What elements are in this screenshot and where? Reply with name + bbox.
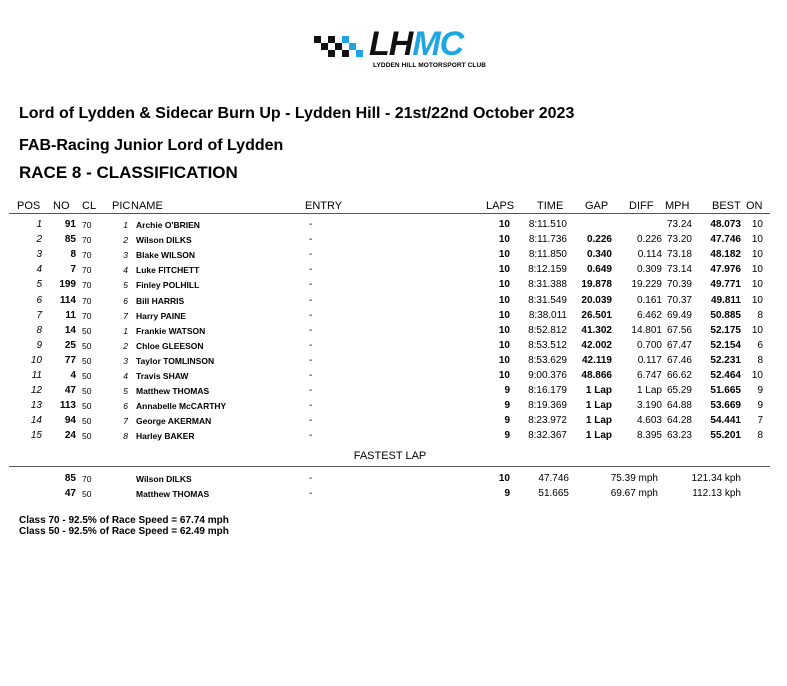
row-best: 52.464 — [710, 370, 741, 381]
row-no: 199 — [59, 279, 76, 290]
row-class: 70 — [82, 280, 92, 290]
row-time: 8:31.388 — [528, 279, 567, 290]
fastest-lap-kph: 112.13 kph — [692, 488, 741, 499]
col-header-name: NAME — [131, 200, 163, 212]
row-gap: 41.302 — [581, 325, 612, 336]
row-gap: 19.878 — [581, 279, 612, 290]
row-mph: 73.20 — [666, 234, 692, 245]
row-best: 48.073 — [710, 219, 741, 230]
row-class: 50 — [82, 416, 92, 426]
row-no: 24 — [64, 430, 76, 441]
row-laps: 10 — [498, 219, 510, 230]
row-diff: 19.229 — [631, 279, 662, 290]
row-class: 50 — [82, 356, 92, 366]
row-no: 14 — [64, 325, 76, 336]
row-diff: 4.603 — [636, 415, 662, 426]
row-laps: 10 — [498, 310, 510, 321]
row-laps: 10 — [498, 249, 510, 260]
row-pic: 2 — [123, 235, 128, 245]
row-best: 54.441 — [710, 415, 741, 426]
row-mph: 67.56 — [666, 325, 692, 336]
row-pic: 4 — [123, 265, 128, 275]
row-mph: 67.47 — [666, 340, 692, 351]
row-laps: 10 — [498, 355, 510, 366]
row-pic: 7 — [123, 416, 128, 426]
row-no: 114 — [59, 295, 76, 306]
row-on: 10 — [751, 295, 763, 306]
row-time: 8:16.179 — [528, 385, 567, 396]
row-best: 52.154 — [710, 340, 741, 351]
row-class: 50 — [82, 431, 92, 441]
row-on: 7 — [757, 415, 763, 426]
row-no: 25 — [64, 340, 76, 351]
race-speed-note: Class 70 - 92.5% of Race Speed = 67.74 mph — [19, 515, 229, 526]
row-on: 9 — [757, 385, 763, 396]
row-name: Finley POLHILL — [136, 280, 200, 290]
row-entry: - — [309, 370, 313, 381]
col-header-gap: GAP — [585, 200, 609, 212]
row-pic: 6 — [123, 296, 128, 306]
row-best: 50.885 — [710, 310, 741, 321]
row-on: 10 — [751, 219, 763, 230]
fastest-lap-laps: 9 — [504, 488, 510, 499]
row-diff: 3.190 — [636, 400, 662, 411]
row-entry: - — [309, 430, 313, 441]
row-on: 10 — [751, 249, 763, 260]
row-entry: - — [309, 400, 313, 411]
row-gap: 0.340 — [586, 249, 612, 260]
row-no: 113 — [59, 400, 76, 411]
fastest-lap-kph: 121.34 kph — [691, 473, 741, 484]
row-no: 85 — [64, 234, 76, 245]
row-entry: - — [309, 415, 313, 426]
row-on: 9 — [757, 400, 763, 411]
row-time: 8:53.629 — [528, 355, 567, 366]
row-name: Blake WILSON — [136, 250, 196, 260]
club-logo — [312, 22, 487, 72]
col-header-no: NO — [53, 200, 70, 212]
row-pos: 2 — [36, 234, 42, 245]
row-best: 53.669 — [710, 400, 741, 411]
row-diff: 0.114 — [637, 249, 662, 260]
row-pos: 13 — [30, 400, 42, 411]
row-time: 8:31.549 — [528, 295, 567, 306]
row-class: 70 — [82, 265, 92, 275]
row-class: 50 — [82, 341, 92, 351]
row-entry: - — [309, 325, 313, 336]
row-laps: 9 — [504, 430, 510, 441]
row-best: 51.665 — [710, 385, 741, 396]
row-time: 8:11.510 — [528, 219, 567, 230]
row-time: 8:19.369 — [528, 400, 567, 411]
event-title: Lord of Lydden & Sidecar Burn Up - Lydden Hill - 21st/22nd October 2023 — [19, 105, 575, 122]
row-best: 49.811 — [710, 295, 741, 306]
row-name: Bill HARRIS — [136, 296, 185, 306]
col-header-cl: CL — [82, 200, 97, 212]
row-pos: 10 — [30, 355, 42, 366]
row-pos: 6 — [36, 295, 42, 306]
fastest-lap-no: 85 — [64, 473, 76, 484]
row-mph: 70.39 — [666, 279, 692, 290]
row-diff: 0.700 — [636, 340, 662, 351]
row-mph: 66.62 — [666, 370, 692, 381]
row-class: 50 — [82, 386, 92, 396]
row-pic: 5 — [123, 280, 128, 290]
row-entry: - — [309, 249, 313, 260]
row-pic: 6 — [123, 401, 128, 411]
row-pic: 1 — [123, 326, 128, 336]
fastest-lap-title: FASTEST LAP — [353, 450, 427, 462]
row-on: 8 — [757, 355, 763, 366]
row-time: 8:23.972 — [528, 415, 567, 426]
row-on: 10 — [751, 370, 763, 381]
fastest-lap-time: 51.665 — [538, 488, 569, 499]
row-diff: 0.309 — [636, 264, 662, 275]
fastest-lap-class: 50 — [82, 489, 92, 499]
row-best: 49.771 — [710, 279, 741, 290]
row-gap: 20.039 — [581, 295, 612, 306]
row-pic: 2 — [123, 341, 128, 351]
row-time: 8:12.159 — [528, 264, 567, 275]
row-laps: 9 — [504, 415, 510, 426]
row-gap: 48.866 — [581, 370, 612, 381]
row-laps: 9 — [504, 385, 510, 396]
row-no: 47 — [64, 385, 76, 396]
row-gap: 42.119 — [581, 355, 612, 366]
row-gap: 1 Lap — [585, 430, 612, 441]
row-pic: 8 — [123, 431, 128, 441]
row-entry: - — [309, 234, 313, 245]
row-name: Frankie WATSON — [136, 326, 206, 336]
row-name: Taylor TOMLINSON — [136, 356, 215, 366]
row-on: 10 — [751, 264, 763, 275]
fastest-lap-entry: - — [309, 473, 313, 484]
col-header-pic: PIC — [112, 200, 131, 212]
row-on: 10 — [751, 325, 763, 336]
row-diff: 1 Lap — [636, 385, 662, 396]
row-diff: 0.226 — [636, 234, 662, 245]
row-mph: 73.18 — [666, 249, 692, 260]
row-entry: - — [309, 310, 313, 321]
row-diff: 0.161 — [636, 295, 662, 306]
row-time: 9:00.376 — [528, 370, 567, 381]
row-entry: - — [309, 295, 313, 306]
fastest-lap-time: 47.746 — [538, 473, 569, 484]
row-gap: 42.002 — [581, 340, 612, 351]
row-diff: 14.801 — [631, 325, 662, 336]
row-mph: 63.23 — [666, 430, 692, 441]
row-class: 70 — [82, 296, 92, 306]
col-header-best: BEST — [712, 200, 741, 212]
row-time: 8:38.011 — [528, 310, 567, 321]
row-pos: 7 — [36, 310, 42, 321]
row-mph: 73.24 — [666, 219, 692, 230]
row-mph: 69.49 — [666, 310, 692, 321]
fastest-lap-class: 70 — [82, 474, 92, 484]
row-no: 7 — [70, 264, 76, 275]
row-pos: 1 — [36, 219, 42, 230]
row-class: 50 — [82, 401, 92, 411]
row-class: 70 — [82, 220, 92, 230]
row-pos: 14 — [30, 415, 42, 426]
row-class: 50 — [82, 371, 92, 381]
row-gap: 0.649 — [586, 264, 612, 275]
row-on: 6 — [757, 340, 763, 351]
row-pic: 1 — [123, 220, 128, 230]
row-pic: 3 — [123, 250, 128, 260]
race-speed-note: Class 50 - 92.5% of Race Speed = 62.49 mph — [19, 526, 229, 537]
row-name: George AKERMAN — [136, 416, 212, 426]
row-no: 94 — [64, 415, 76, 426]
row-laps: 10 — [498, 340, 510, 351]
fastest-lap-mph: 69.67 mph — [610, 488, 658, 499]
row-pos: 12 — [30, 385, 42, 396]
row-pos: 5 — [36, 279, 42, 290]
row-time: 8:53.512 — [528, 340, 567, 351]
row-best: 55.201 — [710, 430, 741, 441]
fastest-lap-laps: 10 — [498, 473, 510, 484]
row-pic: 3 — [123, 356, 128, 366]
row-diff: 6.747 — [636, 370, 662, 381]
row-best: 52.231 — [710, 355, 741, 366]
row-best: 47.746 — [710, 234, 741, 245]
row-name: Chloe GLEESON — [136, 341, 204, 351]
row-laps: 10 — [498, 325, 510, 336]
row-pos: 3 — [36, 249, 42, 260]
logo-wordmark: LHMC — [369, 25, 464, 63]
row-time: 8:11.850 — [528, 249, 567, 260]
row-no: 77 — [64, 355, 76, 366]
logo-club-name: LYDDEN HILL MOTORSPORT CLUB — [373, 62, 487, 69]
fastest-lap-name: Matthew THOMAS — [136, 489, 210, 499]
row-no: 91 — [64, 219, 76, 230]
row-diff: 6.462 — [636, 310, 662, 321]
row-class: 50 — [82, 326, 92, 336]
row-gap: 1 Lap — [585, 415, 612, 426]
col-header-on: ON — [746, 200, 763, 212]
row-gap: 26.501 — [581, 310, 612, 321]
row-pos: 9 — [36, 340, 42, 351]
row-pic: 7 — [123, 311, 128, 321]
row-time: 8:11.736 — [528, 234, 567, 245]
row-pos: 4 — [36, 264, 42, 275]
col-header-entry: ENTRY — [305, 200, 343, 212]
header-divider — [9, 213, 770, 214]
row-diff: 8.395 — [636, 430, 662, 441]
row-name: Harley BAKER — [136, 431, 195, 441]
row-class: 70 — [82, 311, 92, 321]
row-best: 52.175 — [710, 325, 741, 336]
row-entry: - — [309, 279, 313, 290]
row-gap: 0.226 — [586, 234, 612, 245]
row-laps: 10 — [498, 295, 510, 306]
row-on: 10 — [751, 234, 763, 245]
row-mph: 64.28 — [666, 415, 692, 426]
row-on: 8 — [757, 430, 763, 441]
row-class: 70 — [82, 235, 92, 245]
row-entry: - — [309, 355, 313, 366]
fastest-lap-entry: - — [309, 488, 313, 499]
col-header-mph: MPH — [665, 200, 690, 212]
row-mph: 70.37 — [666, 295, 692, 306]
col-header-time: TIME — [537, 200, 564, 212]
row-gap: 1 Lap — [585, 400, 612, 411]
row-pos: 8 — [36, 325, 42, 336]
row-on: 10 — [751, 279, 763, 290]
row-laps: 9 — [504, 400, 510, 411]
row-name: Wilson DILKS — [136, 235, 192, 245]
row-best: 47.976 — [710, 264, 741, 275]
row-laps: 10 — [498, 234, 510, 245]
row-entry: - — [309, 264, 313, 275]
row-mph: 73.14 — [666, 264, 692, 275]
row-name: Harry PAINE — [136, 311, 186, 321]
col-header-diff: DIFF — [629, 200, 654, 212]
row-laps: 10 — [498, 264, 510, 275]
row-laps: 10 — [498, 370, 510, 381]
race-title: RACE 8 - CLASSIFICATION — [19, 163, 238, 182]
row-name: Travis SHAW — [136, 371, 189, 381]
row-no: 8 — [70, 249, 76, 260]
row-pic: 5 — [123, 386, 128, 396]
row-diff: 0.117 — [637, 355, 662, 366]
row-name: Annabelle McCARTHY — [136, 401, 227, 411]
col-header-laps: LAPS — [486, 200, 515, 212]
row-no: 11 — [65, 310, 76, 321]
row-mph: 67.46 — [666, 355, 692, 366]
row-time: 8:52.812 — [528, 325, 567, 336]
row-on: 8 — [757, 310, 763, 321]
fastest-lap-no: 47 — [64, 488, 76, 499]
row-name: Matthew THOMAS — [136, 386, 210, 396]
series-title: FAB-Racing Junior Lord of Lydden — [19, 137, 284, 154]
fastest-lap-name: Wilson DILKS — [136, 474, 192, 484]
row-entry: - — [309, 385, 313, 396]
fastest-lap-divider — [9, 466, 770, 467]
col-header-pos: POS — [17, 200, 41, 212]
row-entry: - — [309, 340, 313, 351]
row-gap: 1 Lap — [585, 385, 612, 396]
fastest-lap-mph: 75.39 mph — [610, 473, 658, 484]
row-entry: - — [309, 219, 313, 230]
row-time: 8:32.367 — [528, 430, 567, 441]
row-best: 48.182 — [710, 249, 741, 260]
row-laps: 10 — [498, 279, 510, 290]
row-no: 4 — [70, 370, 76, 381]
row-class: 70 — [82, 250, 92, 260]
row-mph: 64.88 — [666, 400, 692, 411]
row-pos: 15 — [30, 430, 42, 441]
checkered-flag-icon — [312, 34, 368, 62]
row-pic: 4 — [123, 371, 128, 381]
row-name: Luke FITCHETT — [136, 265, 200, 275]
row-name: Archie O'BRIEN — [136, 220, 200, 230]
row-mph: 65.29 — [666, 385, 692, 396]
row-pos: 11 — [31, 370, 42, 381]
